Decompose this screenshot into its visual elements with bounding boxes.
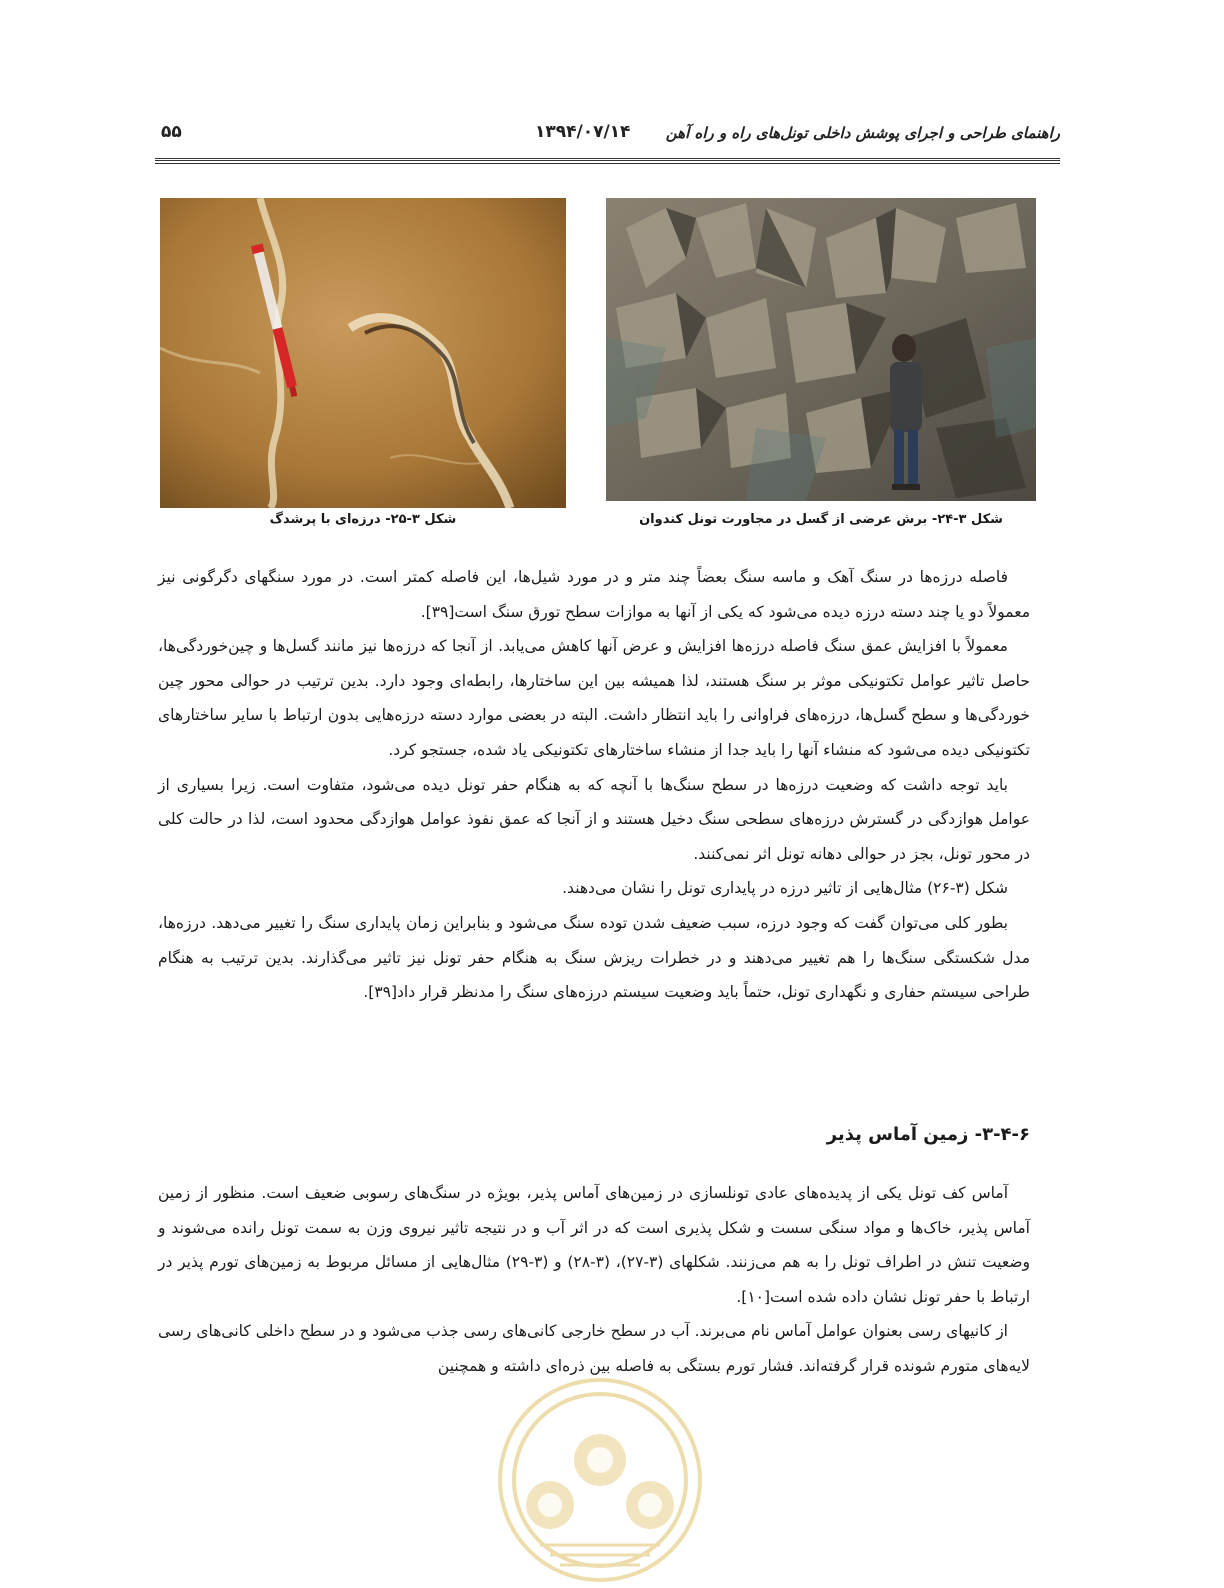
paragraph: از کانیهای رسی بعنوان عوامل آماس نام می‌برند. آب در سطح خارجی کانی‌های رسی جذب می‌شود و در سطح داخلی کانی‌های رسی لایه‌های متورم شونده قرار گرفته‌اند. فشار تورم بستگی به فاصله بین ذره‌ای داشته و همچنین — [158, 1322, 1030, 1375]
document-title: راهنمای طراحی و اجرای پوشش داخلی تونل‌های راه و راه آهن — [665, 124, 1060, 142]
page-number: ۵۵ — [161, 122, 182, 142]
paragraph: معمولاً با افزایش عمق سنگ فاصله درزه‌ها افزایش و عرض آنها کاهش می‌یابد. از آنجا که درزه‌ها نیز مانند گسل‌ها و چین‌خوردگی‌ها، حاصل تاثیر عوامل تکتونیکی موثر بر سنگ هستند، لذا همیشه بین این ساختارها، رابطه‌ای وجود دارد. بدین ترتیب در حوالی محور چین خوردگی‌ها و سطح گسل‌ها، درزه‌های فراوانی را باید انتظار داشت. البته در بعضی موارد دسته درزه‌هایی بدون ارتباط با سایر ساختارهای تکتونیکی دیده می‌شود که منشاء آنها را باید جدا از منشاء ساختارهای تکتونیکی یاد شده، جستجو کرد. — [158, 637, 1030, 759]
body-text-block-2 — [158, 1176, 1030, 1384]
paragraph: بطور کلی می‌توان گفت که وجود درزه، سبب ضعیف شدن توده سنگ می‌شود و بنابراین زمان پایداری سنگ را تغییر می‌دهد. درزه‌ها، مدل شکستگی سنگ‌ها را هم تغییر می‌دهند و در خطرات ریزش سنگ به هنگام حفر تونل نیز تاثیر می‌گذارند. بدین ترتیب به هنگام طراحی سیستم حفاری و نگهداری تونل، حتماً باید وضعیت سیستم درزه‌های سنگ را مدنظر قرار داد[۳۹]. — [158, 913, 1030, 1002]
paragraph: شکل (۳-۲۶) مثال‌هایی از تاثیر درزه در پایداری تونل را نشان می‌دهند. — [562, 879, 1008, 898]
page-header — [155, 118, 1060, 154]
figure-caption-fault: شکل ۳-۲۴- برش عرضی از گسل در مجاورت تونل کندوان — [639, 512, 1003, 527]
header-divider — [155, 158, 1060, 161]
paragraph: فاصله درزه‌ها در سنگ آهک و ماسه سنگ بعضاً چند متر و در مورد شیل‌ها، این فاصله کمتر است. در مورد سنگهای دگرگونی نیز معمولاً دو یا چند دسته درزه دیده می‌شود که یکی از آنها به موازات سطح تورق سنگ است[۳۹]. — [158, 568, 1030, 621]
document-date: ۱۳۹۴/۰۷/۱۴ — [535, 122, 631, 142]
watermark-logo — [480, 1370, 720, 1584]
figure-fault-cross-section-photo — [606, 198, 1036, 501]
header-divider-thin — [155, 163, 1060, 164]
section-heading: ۳-۴-۶- زمین آماس پذیر — [826, 1124, 1030, 1145]
figure-filled-joint-photo — [160, 198, 566, 508]
paragraph: باید توجه داشت که وضعیت درزه‌ها در سطح سنگ‌ها با آنچه که به هنگام حفر تونل دیده می‌شود، متفاوت است. زیرا بسیاری از عوامل هوازدگی در گسترش درزه‌های سطحی سنگ دخیل هستند و از آنجا که عمق نفوذ عوامل هوازدگی محدود است، لذا در حالت کلی در محور تونل، بجز در حوالی دهانه تونل اثر نمی‌کنند. — [158, 775, 1030, 863]
figure-caption-joint: شکل ۳-۲۵- درزه‌ای با پرشدگ — [269, 512, 457, 527]
paragraph: آماس کف تونل یکی از پدیده‌های عادی تونلسازی در زمین‌های آماس پذیر، بویژه در سنگ‌های رسوبی ضعیف است. منظور از زمین آماس پذیر، خاک‌ها و مواد سنگی سست و شکل پذیری است که در اثر آب و در نتیجه تاثیر نیروی وزن به سمت تونل رانده می‌شوند و وضعیت تنش در اطراف تونل را به هم می‌زنند. شکلهای (۳-۲۷)، (۳-۲۸) و (۳-۲۹) مثال‌هایی از مسائل مربوط به زمین‌های تورم پذیر در ارتباط با حفر تونل نشان داده شده است[۱۰]. — [158, 1184, 1030, 1306]
body-text-block — [158, 560, 1030, 1010]
